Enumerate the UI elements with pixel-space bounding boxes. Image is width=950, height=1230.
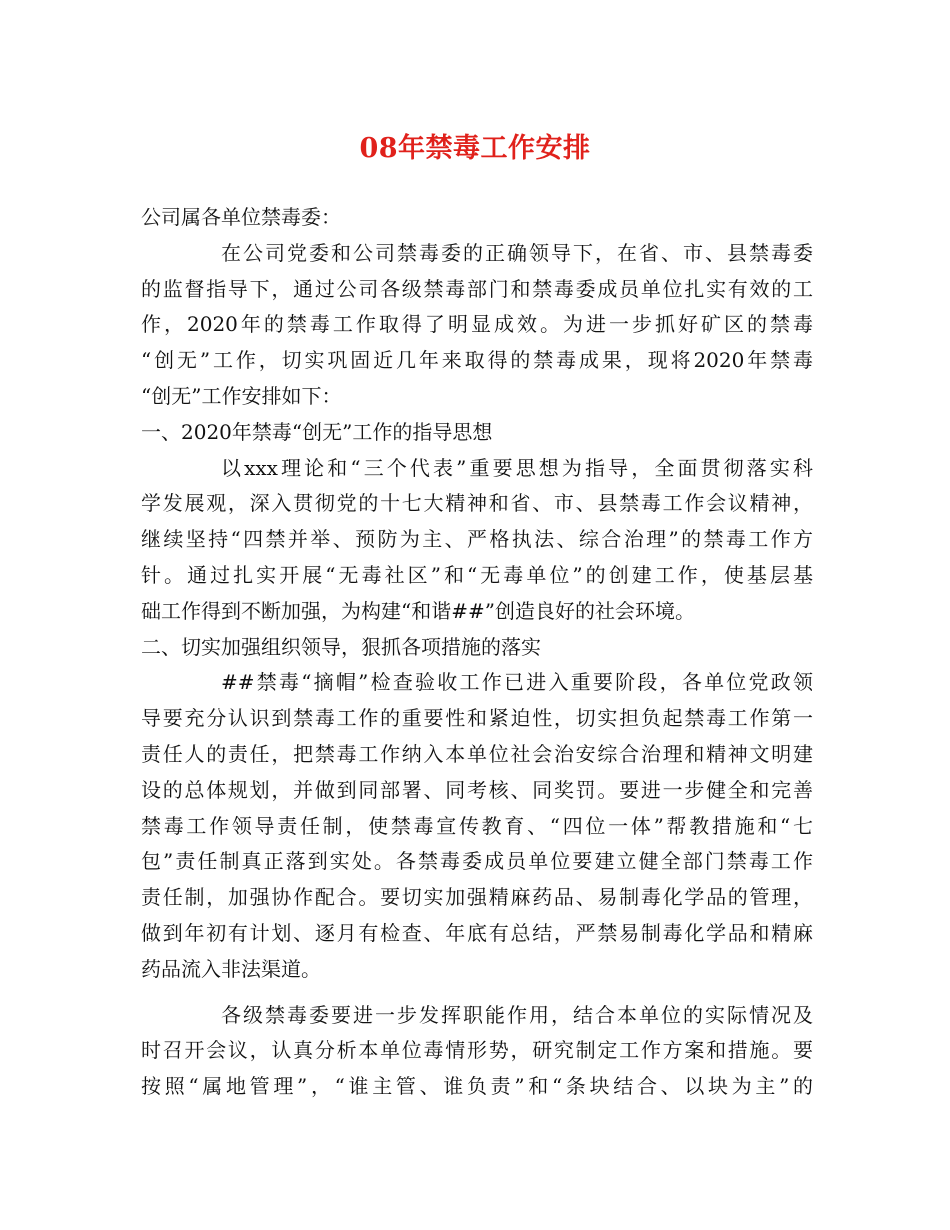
section-heading-2: 二、切实加强组织领导，狠抓各项措施的落实 bbox=[141, 634, 541, 659]
paragraph-1 bbox=[141, 236, 813, 415]
paragraph-line: 设的总体规划，并做到同部署、同考核、同奖罚。要进一步健全和完善 bbox=[141, 777, 813, 802]
paragraph-line: 学发展观，深入贯彻党的十七大精神和省、市、县禁毒工作会议精神， bbox=[141, 491, 813, 516]
paragraph-3 bbox=[141, 665, 813, 987]
paragraph-line: 以xxx理论和“三个代表”重要思想为指导，全面贯彻落实科 bbox=[221, 455, 813, 480]
salutation: 公司属各单位禁毒委： bbox=[141, 205, 341, 229]
paragraph-line: 包”责任制真正落到实处。各禁毒委成员单位要建立健全部门禁毒工作 bbox=[141, 849, 813, 874]
paragraph-line: 针。通过扎实开展“无毒社区”和“无毒单位”的创建工作，使基层基 bbox=[141, 562, 813, 587]
paragraph-line: 的监督指导下，通过公司各级禁毒部门和禁毒委成员单位扎实有效的工 bbox=[141, 276, 813, 301]
paragraph-line: 在公司党委和公司禁毒委的正确领导下，在省、市、县禁毒委 bbox=[221, 240, 813, 265]
paragraph-line: 药品流入非法渠道。 bbox=[141, 956, 321, 981]
paragraph-line: 各级禁毒委要进一步发挥职能作用，结合本单位的实际情况及 bbox=[221, 1002, 813, 1027]
paragraph-line: “创无”工作安排如下： bbox=[141, 383, 342, 408]
paragraph-line: 禁毒工作领导责任制，使禁毒宣传教育、“四位一体”帮教措施和“七 bbox=[141, 813, 813, 838]
paragraph-2 bbox=[141, 451, 813, 630]
paragraph-line: 础工作得到不断加强，为构建“和谐##”创造良好的社会环境。 bbox=[141, 598, 695, 623]
paragraph-line: 作，2020年的禁毒工作取得了明显成效。为进一步抓好矿区的禁毒 bbox=[141, 312, 813, 337]
paragraph-line: 继续坚持“四禁并举、预防为主、严格执法、综合治理”的禁毒工作方 bbox=[141, 527, 813, 552]
paragraph-line: 做到年初有计划、逐月有检查、年底有总结，严禁易制毒化学品和精麻 bbox=[141, 920, 813, 945]
paragraph-line: 导要充分认识到禁毒工作的重要性和紧迫性，切实担负起禁毒工作第一 bbox=[141, 706, 813, 731]
paragraph-line: 按照“属地管理”，“谁主管、谁负责”和“条块结合、以块为主”的 bbox=[141, 1074, 813, 1099]
paragraph-line: “创无”工作，切实巩固近几年来取得的禁毒成果，现将2020年禁毒 bbox=[141, 348, 813, 373]
paragraph-line: 责任人的责任，把禁毒工作纳入本单位社会治安综合治理和精神文明建 bbox=[141, 741, 813, 766]
paragraph-4 bbox=[141, 998, 813, 1105]
paragraph-line: 责任制，加强协作配合。要切实加强精麻药品、易制毒化学品的管理， bbox=[141, 885, 813, 910]
paragraph-line: 时召开会议，认真分析本单位毒情形势，研究制定工作方案和措施。要 bbox=[141, 1038, 813, 1063]
section-heading-1: 一、2020年禁毒“创无”工作的指导思想 bbox=[141, 419, 493, 444]
document-title: 08年禁毒工作安排 bbox=[359, 133, 591, 164]
document-body bbox=[141, 200, 813, 1105]
paragraph-line: ##禁毒“摘帽”检查验收工作已进入重要阶段，各单位党政领 bbox=[221, 670, 813, 695]
